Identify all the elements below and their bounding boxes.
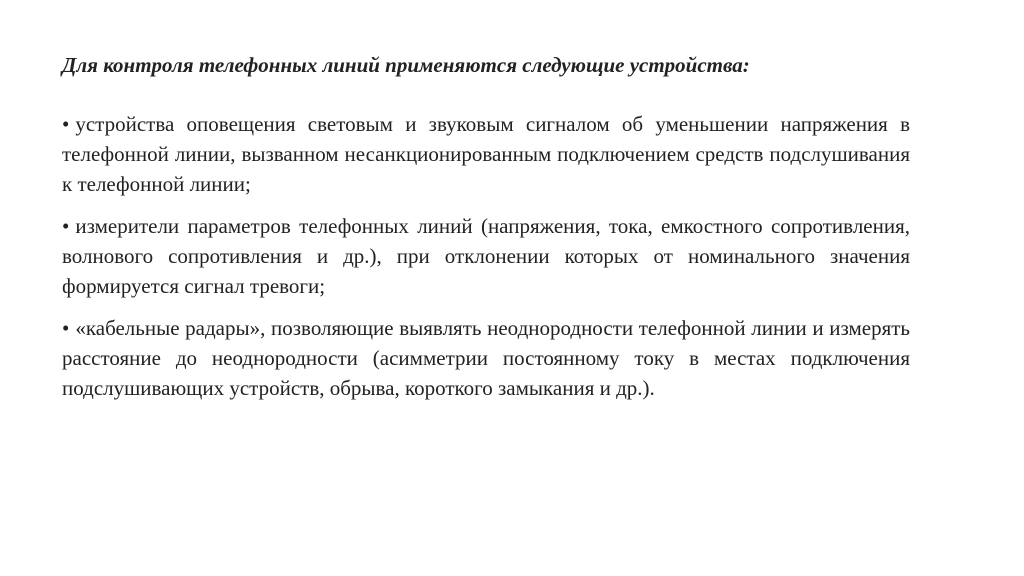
bullet-text: «кабельные радары», позволяющие выявлять неоднородности телефонной линии и измерять расстояние до неоднородности (асимметрии постоянному току в местах подключения подслушивающих устройств, обрыва, короткого замыкания и др.).	[62, 316, 910, 400]
bullet-icon: •	[62, 214, 70, 238]
bullet-icon: •	[62, 316, 70, 340]
bullet-item	[62, 211, 910, 301]
bullet-list	[62, 109, 910, 415]
bullet-text: устройства оповещения световым и звуковым сигналом об уменьшении напряжения в телефонной линии, вызванном несанкционированным подключением средств подслушивания к телефонной линии;	[62, 112, 910, 196]
bullet-item	[62, 109, 910, 199]
bullet-text: измерители параметров телефонных линий (напряжения, тока, емкостного сопротивления, волнового сопротивления и др.), при отклонении которых от номинального значения формируется сигнал тревоги;	[62, 214, 910, 298]
slide-heading: Для контроля телефонных линий применяются следующие устройства:	[62, 53, 750, 77]
bullet-icon: •	[62, 112, 70, 136]
bullet-item	[62, 313, 910, 403]
